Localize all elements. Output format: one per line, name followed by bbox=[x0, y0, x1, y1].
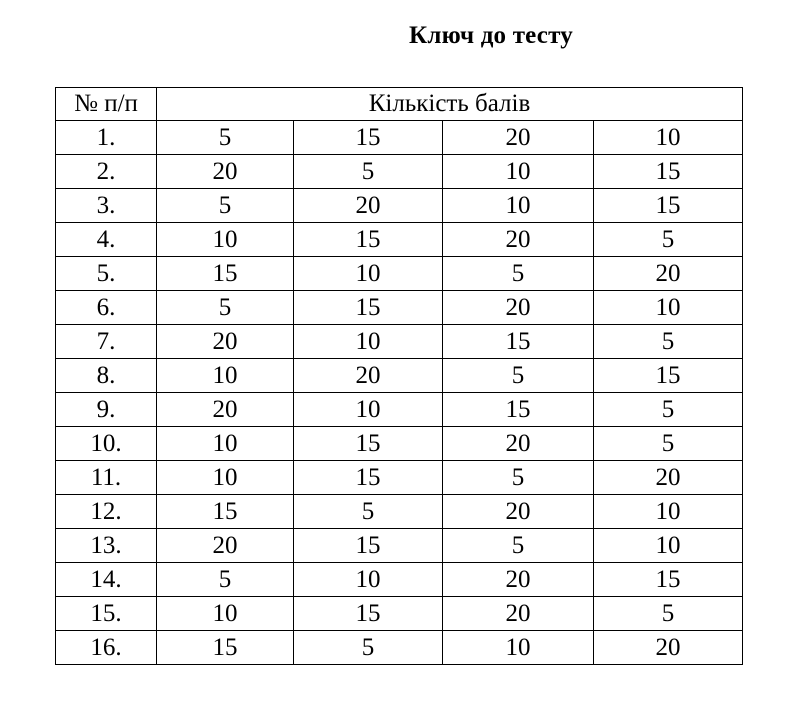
table-row bbox=[56, 189, 743, 223]
score-cell: 5 bbox=[294, 631, 443, 665]
score-cell: 5 bbox=[157, 291, 294, 325]
score-cell: 20 bbox=[443, 291, 594, 325]
score-cell: 10 bbox=[294, 257, 443, 291]
table-row bbox=[56, 427, 743, 461]
score-cell: 10 bbox=[294, 393, 443, 427]
score-cell: 5 bbox=[294, 495, 443, 529]
table-row bbox=[56, 563, 743, 597]
row-number-cell: 15. bbox=[56, 597, 157, 631]
score-cell: 15 bbox=[594, 155, 743, 189]
table-row bbox=[56, 461, 743, 495]
score-cell: 15 bbox=[157, 631, 294, 665]
table-row bbox=[56, 631, 743, 665]
score-cell: 10 bbox=[157, 223, 294, 257]
score-cell: 20 bbox=[594, 631, 743, 665]
table-row bbox=[56, 155, 743, 189]
score-cell: 5 bbox=[157, 189, 294, 223]
score-cell: 5 bbox=[594, 223, 743, 257]
score-cell: 10 bbox=[294, 563, 443, 597]
row-number-cell: 13. bbox=[56, 529, 157, 563]
score-cell: 15 bbox=[443, 325, 594, 359]
score-cell: 15 bbox=[294, 597, 443, 631]
score-cell: 10 bbox=[594, 495, 743, 529]
row-number-cell: 9. bbox=[56, 393, 157, 427]
score-cell: 15 bbox=[294, 291, 443, 325]
row-number-cell: 3. bbox=[56, 189, 157, 223]
table-row bbox=[56, 393, 743, 427]
header-score: Кількість балів bbox=[157, 88, 743, 121]
score-cell: 20 bbox=[157, 393, 294, 427]
document-title: Ключ до тесту bbox=[409, 22, 573, 49]
score-cell: 10 bbox=[157, 427, 294, 461]
score-cell: 15 bbox=[294, 529, 443, 563]
row-number-cell: 16. bbox=[56, 631, 157, 665]
table-row bbox=[56, 359, 743, 393]
score-cell: 10 bbox=[294, 325, 443, 359]
score-cell: 5 bbox=[157, 563, 294, 597]
score-cell: 10 bbox=[157, 461, 294, 495]
table-row bbox=[56, 257, 743, 291]
header-number: № п/п bbox=[56, 88, 157, 121]
score-cell: 15 bbox=[157, 257, 294, 291]
score-cell: 10 bbox=[594, 121, 743, 155]
score-cell: 20 bbox=[443, 427, 594, 461]
row-number-cell: 7. bbox=[56, 325, 157, 359]
score-cell: 15 bbox=[294, 427, 443, 461]
score-cell: 20 bbox=[157, 529, 294, 563]
score-cell: 10 bbox=[157, 359, 294, 393]
score-cell: 20 bbox=[157, 325, 294, 359]
table-row bbox=[56, 325, 743, 359]
table-row bbox=[56, 529, 743, 563]
row-number-cell: 2. bbox=[56, 155, 157, 189]
score-cell: 20 bbox=[443, 121, 594, 155]
score-cell: 5 bbox=[294, 155, 443, 189]
score-cell: 15 bbox=[594, 359, 743, 393]
score-cell: 20 bbox=[294, 189, 443, 223]
score-cell: 20 bbox=[594, 257, 743, 291]
score-cell: 15 bbox=[443, 393, 594, 427]
score-cell: 10 bbox=[594, 529, 743, 563]
score-cell: 20 bbox=[157, 155, 294, 189]
row-number-cell: 4. bbox=[56, 223, 157, 257]
table-row bbox=[56, 291, 743, 325]
score-cell: 5 bbox=[443, 359, 594, 393]
score-cell: 15 bbox=[294, 223, 443, 257]
answer-key-table bbox=[55, 87, 743, 665]
score-cell: 20 bbox=[594, 461, 743, 495]
score-cell: 15 bbox=[294, 461, 443, 495]
row-number-cell: 1. bbox=[56, 121, 157, 155]
row-number-cell: 12. bbox=[56, 495, 157, 529]
score-cell: 15 bbox=[294, 121, 443, 155]
score-cell: 15 bbox=[594, 563, 743, 597]
score-cell: 5 bbox=[443, 257, 594, 291]
table-row bbox=[56, 597, 743, 631]
score-cell: 5 bbox=[594, 325, 743, 359]
score-cell: 20 bbox=[294, 359, 443, 393]
score-cell: 20 bbox=[443, 495, 594, 529]
score-cell: 10 bbox=[594, 291, 743, 325]
table-body bbox=[56, 121, 743, 665]
score-cell: 5 bbox=[594, 393, 743, 427]
table-row bbox=[56, 223, 743, 257]
score-cell: 5 bbox=[157, 121, 294, 155]
row-number-cell: 8. bbox=[56, 359, 157, 393]
row-number-cell: 6. bbox=[56, 291, 157, 325]
score-cell: 15 bbox=[157, 495, 294, 529]
score-cell: 10 bbox=[443, 189, 594, 223]
row-number-cell: 10. bbox=[56, 427, 157, 461]
row-number-cell: 5. bbox=[56, 257, 157, 291]
score-cell: 20 bbox=[443, 563, 594, 597]
table-header-row bbox=[56, 88, 743, 121]
row-number-cell: 14. bbox=[56, 563, 157, 597]
score-cell: 10 bbox=[157, 597, 294, 631]
score-cell: 20 bbox=[443, 597, 594, 631]
score-cell: 15 bbox=[594, 189, 743, 223]
score-cell: 10 bbox=[443, 631, 594, 665]
row-number-cell: 11. bbox=[56, 461, 157, 495]
score-cell: 10 bbox=[443, 155, 594, 189]
table-row bbox=[56, 495, 743, 529]
score-cell: 5 bbox=[594, 427, 743, 461]
score-cell: 5 bbox=[594, 597, 743, 631]
score-cell: 5 bbox=[443, 461, 594, 495]
table-row bbox=[56, 121, 743, 155]
score-cell: 5 bbox=[443, 529, 594, 563]
score-cell: 20 bbox=[443, 223, 594, 257]
